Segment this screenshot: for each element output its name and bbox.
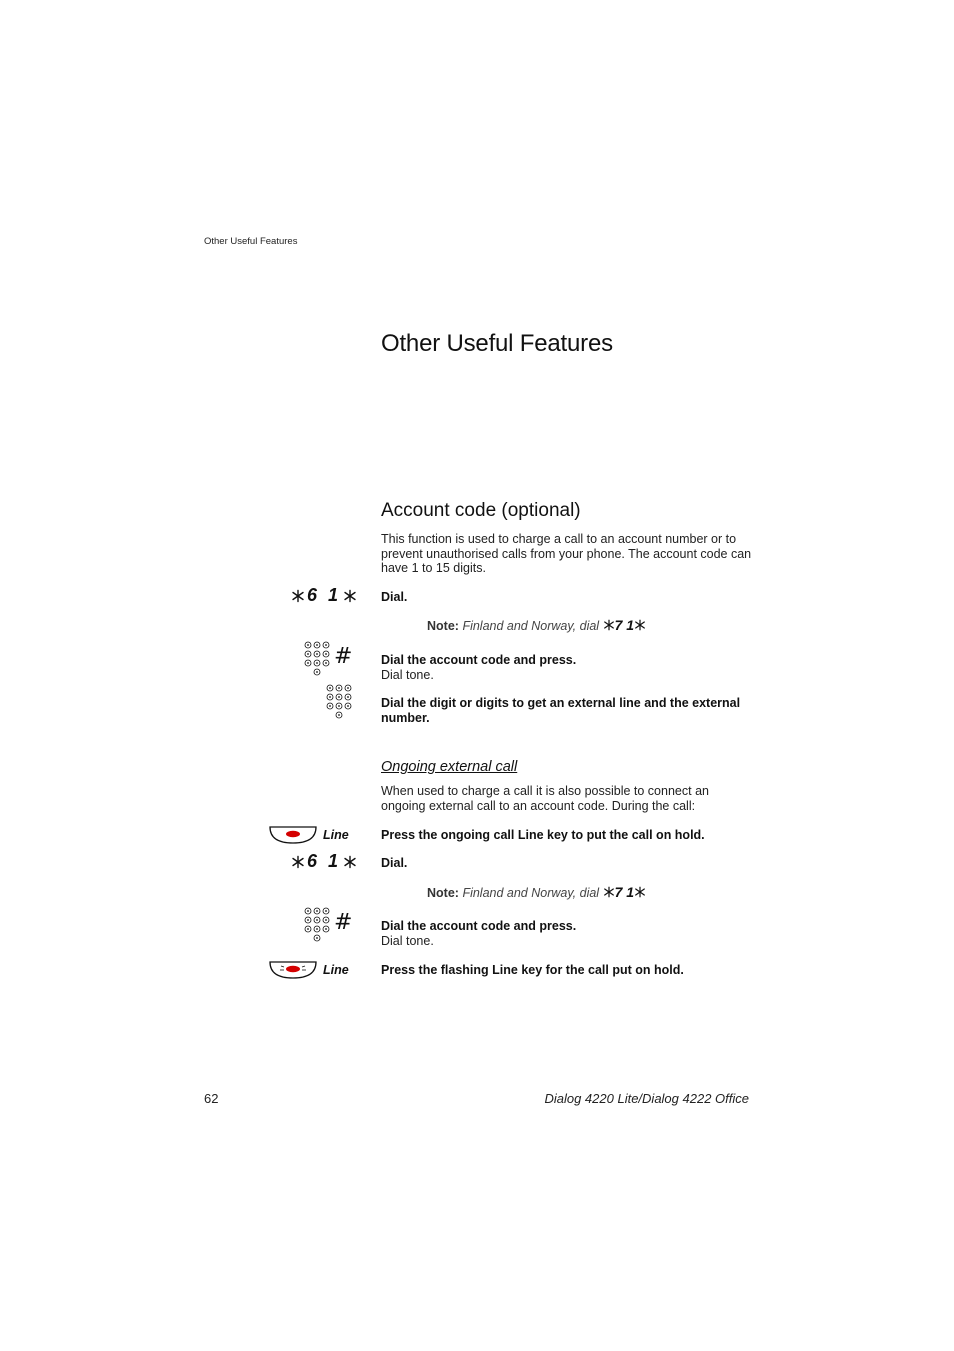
star-icon [634, 619, 646, 631]
line-key-flashing-icon [269, 961, 317, 979]
step-dial-external [381, 696, 753, 725]
star-icon [343, 855, 357, 869]
line-label: Line [323, 963, 349, 977]
subsection-intro: When used to charge a call it is also possible to connect an ongoing external call to an account code. During the call: [381, 784, 709, 813]
line-key-flashing [269, 961, 349, 979]
product-name: Dialog 4220 Lite/Dialog 4222 Office [544, 1091, 749, 1106]
step-dial [381, 856, 753, 871]
star-61-star-code [291, 585, 357, 606]
note-code-digits: 7 1 [614, 617, 635, 633]
code-digits: 6 1 [307, 585, 342, 605]
star-icon [291, 589, 305, 603]
note-label: Note: [427, 886, 459, 900]
step-text: Press the flashing Line key for the call put on hold. [381, 963, 684, 977]
step-text: Dial. [381, 590, 408, 604]
keypad-icon [303, 641, 335, 681]
step-text: Dial the account code and press. [381, 919, 577, 933]
step-dial [381, 590, 753, 605]
section-title: Account code (optional) [381, 500, 581, 521]
code-digits: 6 1 [307, 851, 342, 871]
star-icon [343, 589, 357, 603]
line-key [269, 826, 349, 844]
hash-icon: # [334, 910, 353, 935]
step-text: Dial the digit or digits to get an external line and the external number. [381, 696, 741, 725]
note-finland-norway [427, 884, 646, 900]
step-subtext: Dial tone. [381, 667, 434, 682]
line-key-icon [269, 826, 317, 844]
star-61-star-code [291, 851, 357, 872]
hash-icon: # [334, 644, 353, 669]
step-subtext: Dial tone. [381, 933, 434, 948]
note-text: Finland and Norway, dial [462, 886, 600, 900]
page-number: 62 [204, 1091, 219, 1106]
note-text: Finland and Norway, dial [462, 619, 600, 633]
line-label: Line [323, 828, 349, 842]
subsection-title: Ongoing external call [381, 759, 518, 775]
step-retrieve [381, 963, 753, 978]
keypad-icon [303, 907, 335, 947]
star-icon [603, 619, 615, 631]
page-title: Other Useful Features [381, 330, 613, 357]
step-dial-account-code [381, 653, 753, 682]
step-hold [381, 828, 753, 843]
step-text: Dial the account code and press. [381, 653, 577, 667]
keypad-icon [325, 684, 357, 724]
star-icon [603, 886, 615, 898]
step-dial-account-code [381, 919, 753, 948]
section-intro: This function is used to charge a call to an account number or to prevent unauthorised calls from your phone. The account code can have 1 to 15 digits. [381, 532, 752, 576]
star-icon [291, 855, 305, 869]
running-header: Other Useful Features [204, 236, 298, 247]
note-code-digits: 7 1 [614, 884, 635, 900]
note-label: Note: [427, 619, 459, 633]
star-icon [634, 886, 646, 898]
note-finland-norway [427, 617, 646, 633]
step-text: Press the ongoing call Line key to put the call on hold. [381, 828, 705, 842]
step-text: Dial. [381, 856, 408, 870]
